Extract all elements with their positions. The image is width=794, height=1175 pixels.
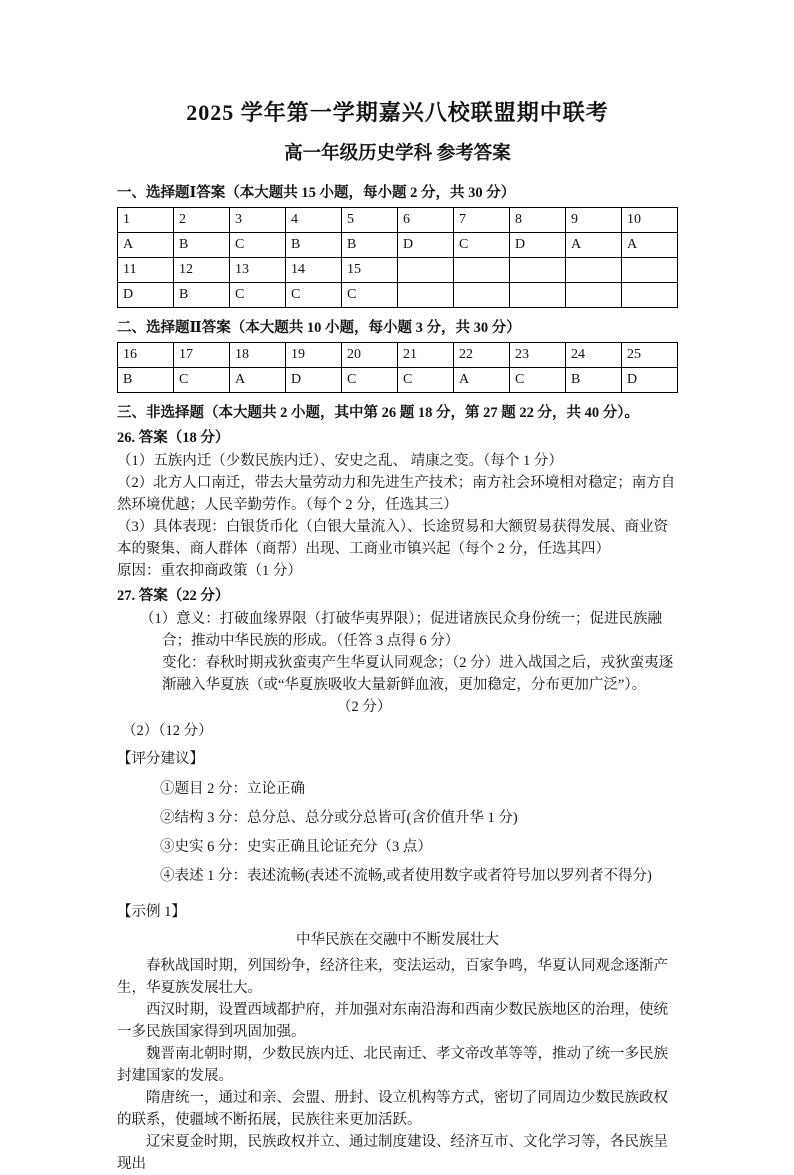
q27-scoring-heading: 【评分建议】 [117, 751, 204, 767]
answer-table-cell: D [286, 368, 342, 393]
answer-table-cell: C [342, 283, 398, 308]
answer-table-cell: 17 [174, 343, 230, 368]
answer-table-cell: 4 [286, 208, 342, 233]
answer-table-1 [117, 207, 678, 308]
answer-table-cell: C [510, 368, 566, 393]
answer-table-row [118, 343, 678, 368]
answer-table-cell: A [118, 233, 174, 258]
answer-table-cell: 5 [342, 208, 398, 233]
q27-part2: （2）（12 分） [122, 723, 213, 739]
q27-scoring-item-2: ②结构 3 分：总分总、总分或分总皆可(含价值升华 1 分) [160, 810, 518, 826]
answer-table-cell: B [174, 283, 230, 308]
answer-table-cell: 19 [286, 343, 342, 368]
document-subtitle: 高一年级历史学科 参考答案 [284, 144, 511, 164]
answer-table-cell: D [118, 283, 174, 308]
answer-table-cell [510, 258, 566, 283]
q27-scoring-item-1: ①题目 2 分：立论正确 [160, 781, 305, 797]
answer-table-cell: 14 [286, 258, 342, 283]
document-title: 2025 学年第一学期嘉兴八校联盟期中联考 [186, 100, 609, 125]
q27-essay-paragraph-2: 西汉时期，设置西域都护府，并加强对东南沿海和西南少数民族地区的治理，使统一多民族国家得到巩固加强。 [117, 1002, 668, 1040]
answer-table-cell: A [566, 233, 622, 258]
answer-table-cell [622, 258, 678, 283]
q27-essay-paragraph-4: 隋唐统一，通过和亲、会盟、册封、设立机构等方式，密切了同周边少数民族政权的联系，使疆域不断拓展，民族往来更加活跃。 [117, 1090, 668, 1128]
section1-heading: 一、选择题Ⅰ答案（本大题共 15 小题，每小题 2 分，共 30 分） [117, 185, 516, 201]
answer-table-cell: 8 [510, 208, 566, 233]
q26-answer-part1: （1）五族内迁（少数民族内迁）、安史之乱、 靖康之变。（每个 1 分） [117, 453, 563, 469]
answer-table-cell: C [398, 368, 454, 393]
answer-table-cell: 24 [566, 343, 622, 368]
q26-answer-reason: 原因：重农抑商政策（1 分） [117, 563, 302, 579]
answer-table-cell: C [230, 233, 286, 258]
q27-part1-meaning: （1）意义：打破血缘界限（打破华夷界限）；促进诸族民众身份统一；促进民族融合；推动中华民族的形成。（任答 3 点得 6 分） [140, 611, 662, 649]
answer-table-row [118, 233, 678, 258]
answer-table-cell [454, 283, 510, 308]
q27-part1-change-score: （2 分） [337, 699, 392, 715]
answer-table-cell [566, 258, 622, 283]
q27-scoring-item-4: ④表述 1 分：表述流畅(表述不流畅,或者使用数字或者符号加以罗列者不得分) [160, 868, 652, 884]
answer-table-cell: 23 [510, 343, 566, 368]
answer-table-cell: 15 [342, 258, 398, 283]
answer-table-cell: A [230, 368, 286, 393]
answer-table-cell: 22 [454, 343, 510, 368]
answer-table-cell: 25 [622, 343, 678, 368]
q27-example-heading: 【示例 1】 [117, 904, 186, 920]
answer-table-cell: 11 [118, 258, 174, 283]
answer-table-cell: C [174, 368, 230, 393]
q26-answer-part2: （2）北方人口南迁，带去大量劳动力和先进生产技术；南方社会环境相对稳定；南方自然环境优越；人民辛勤劳作。（每个 2 分，任选其三） [117, 475, 676, 513]
answer-table-cell: D [622, 368, 678, 393]
answer-table-cell: 9 [566, 208, 622, 233]
answer-table-cell [510, 283, 566, 308]
answer-table-cell: 7 [454, 208, 510, 233]
section3-heading: 三、非选择题（本大题共 2 小题，其中第 26 题 18 分，第 27 题 22 分，共 40 分）。 [117, 405, 639, 421]
answer-table-row [118, 283, 678, 308]
answer-table-cell: 18 [230, 343, 286, 368]
q27-essay-title: 中华民族在交融中不断发展壮大 [296, 932, 499, 948]
answer-table-row [118, 368, 678, 393]
answer-table-cell: B [566, 368, 622, 393]
answer-table-cell: 13 [230, 258, 286, 283]
answer-table-cell: B [286, 233, 342, 258]
answer-table-cell [398, 283, 454, 308]
q27-essay-paragraph-1: 春秋战国时期，列国纷争，经济往来，变法运动，百家争鸣，华夏认同观念逐渐产生，华夏族发展壮大。 [117, 958, 668, 996]
section2-heading: 二、选择题Ⅱ答案（本大题共 10 小题，每小题 3 分，共 30 分） [117, 320, 521, 336]
answer-table-cell [622, 283, 678, 308]
answer-table-cell: C [286, 283, 342, 308]
answer-table-cell: A [622, 233, 678, 258]
answer-table-cell: 16 [118, 343, 174, 368]
q27-scoring-item-3: ③史实 6 分：史实正确且论证充分（3 点） [160, 839, 432, 855]
q27-heading: 27. 答案（22 分） [117, 588, 230, 604]
answer-table-cell: 20 [342, 343, 398, 368]
q27-essay-paragraph-5: 辽宋夏金时期，民族政权并立、通过制度建设、经济互市、文化学习等，各民族呈现出 [117, 1134, 668, 1172]
answer-table-cell [566, 283, 622, 308]
q27-essay-paragraph-3: 魏晋南北朝时期，少数民族内迁、北民南迁、孝文帝改革等等，推动了统一多民族封建国家的发展。 [117, 1046, 668, 1084]
answer-table-cell: 21 [398, 343, 454, 368]
answer-table-cell: C [342, 368, 398, 393]
answer-table-cell [454, 258, 510, 283]
answer-table-cell: 1 [118, 208, 174, 233]
answer-table-cell: 3 [230, 208, 286, 233]
answer-table-cell: B [342, 233, 398, 258]
answer-table-cell: B [118, 368, 174, 393]
answer-table-cell: C [454, 233, 510, 258]
answer-table-cell: B [174, 233, 230, 258]
q26-heading: 26. 答案（18 分） [117, 430, 230, 446]
answer-table-cell: D [510, 233, 566, 258]
answer-table-cell: 6 [398, 208, 454, 233]
answer-table-cell: 10 [622, 208, 678, 233]
answer-table-cell: D [398, 233, 454, 258]
answer-table-cell: A [454, 368, 510, 393]
answer-table-cell [398, 258, 454, 283]
answer-table-cell: C [230, 283, 286, 308]
answer-table-2 [117, 342, 678, 393]
q26-answer-part3: （3）具体表现：白银货币化（白银大量流入）、长途贸易和大额贸易获得发展、商业资本的聚集、商人群体（商帮）出现、工商业市镇兴起（每个 2 分，任选其四） [117, 519, 668, 557]
answer-table-cell: 12 [174, 258, 230, 283]
answer-table-row [118, 208, 678, 233]
q27-part1-change: 变化：春秋时期戎狄蛮夷产生华夏认同观念；（2 分）进入战国之后，戎狄蛮夷逐渐融入华夏族（或“华夏族吸收大量新鲜血液，更加稳定，分布更加广泛”）。 [162, 655, 674, 693]
answer-table-row [118, 258, 678, 283]
answer-table-cell: 2 [174, 208, 230, 233]
